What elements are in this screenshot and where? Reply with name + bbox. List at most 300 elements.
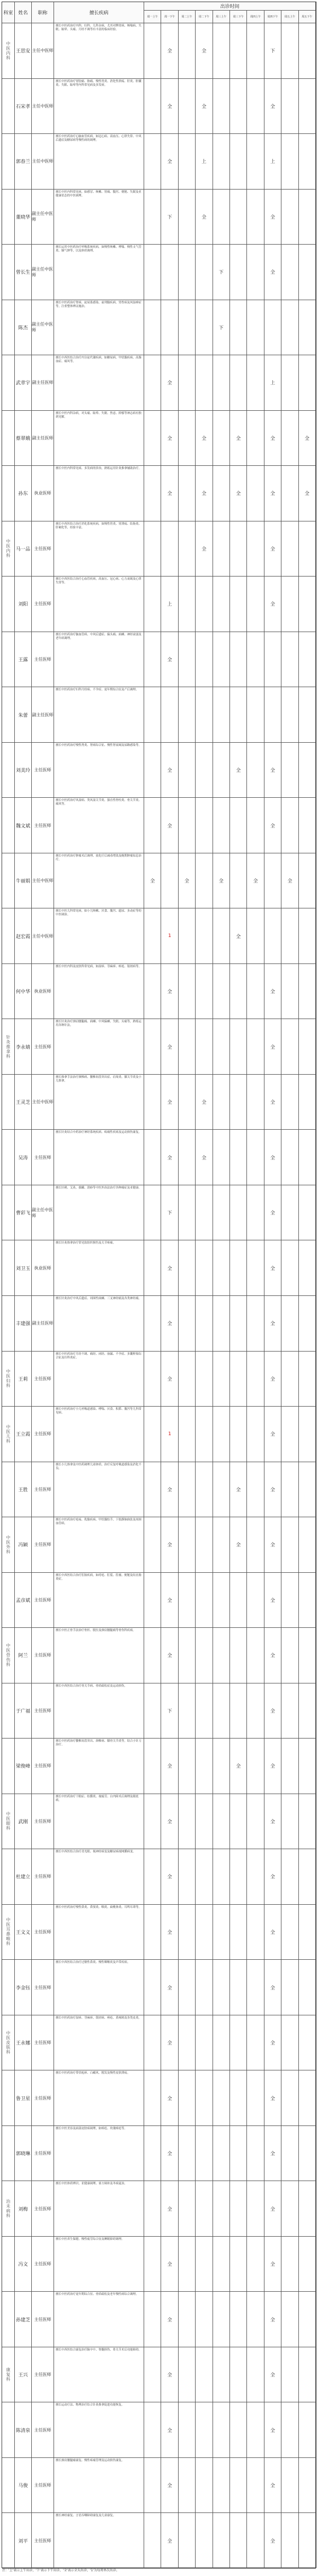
doctor-name: 王胜 bbox=[15, 1462, 32, 1518]
schedule-mark bbox=[281, 355, 298, 411]
schedule-mark bbox=[179, 1075, 196, 1130]
doctor-title: 主任中医师 bbox=[32, 79, 54, 134]
schedule-mark bbox=[196, 2458, 213, 2514]
doctor-title: 主任医师 bbox=[32, 743, 54, 798]
schedule-mark: 全 bbox=[264, 79, 281, 134]
schedule-mark bbox=[281, 632, 298, 688]
schedule-mark bbox=[281, 245, 298, 300]
schedule-mark bbox=[213, 355, 230, 411]
schedule-mark: 全 bbox=[264, 466, 281, 521]
schedule-mark bbox=[247, 964, 264, 1020]
schedule-mark bbox=[213, 1517, 230, 1573]
doctor-specialty: 擅长运用中医药治疗呼吸系统疾病，如慢性咳嗽、哮喘、慢性支气管炎、肺气肿等，以及体质调理。 bbox=[54, 245, 144, 300]
schedule-mark: 全 bbox=[264, 2015, 281, 2071]
schedule-mark bbox=[247, 300, 264, 356]
doctor-name: 鲁卫星 bbox=[15, 2070, 32, 2126]
doctor-title: 主任医师 bbox=[32, 1407, 54, 1462]
header-spec: 擅长疾病 bbox=[54, 2, 144, 23]
doctor-name: 吴涛 bbox=[15, 1130, 32, 1185]
doctor-title: 主任医师 bbox=[32, 1019, 54, 1075]
schedule-mark: 全 bbox=[161, 2181, 178, 2237]
schedule-mark bbox=[179, 577, 196, 632]
schedule-mark bbox=[213, 1683, 230, 1739]
schedule-mark bbox=[144, 1352, 161, 1407]
schedule-mark bbox=[281, 1739, 298, 1794]
schedule-mark: 全 bbox=[264, 411, 281, 466]
schedule-mark bbox=[230, 190, 247, 245]
schedule-mark bbox=[213, 23, 230, 79]
schedule-mark: 全 bbox=[247, 853, 264, 909]
doctor-title: 执业医师 bbox=[32, 466, 54, 521]
schedule-mark bbox=[179, 1019, 196, 1075]
schedule-mark: 全 bbox=[264, 1130, 281, 1185]
doctor-title: 主任医师 bbox=[32, 2402, 54, 2458]
schedule-mark bbox=[230, 245, 247, 300]
schedule-mark bbox=[299, 2015, 316, 2071]
schedule-mark bbox=[281, 1849, 298, 1905]
schedule-mark bbox=[281, 1075, 298, 1130]
schedule-mark bbox=[179, 1628, 196, 1683]
schedule-mark bbox=[230, 2181, 247, 2237]
schedule-mark bbox=[281, 798, 298, 853]
schedule-mark bbox=[196, 355, 213, 411]
schedule-mark: 下 bbox=[161, 1683, 178, 1739]
schedule-mark bbox=[161, 853, 178, 909]
schedule-mark bbox=[281, 908, 298, 964]
schedule-mark: 全 bbox=[196, 79, 213, 134]
schedule-mark bbox=[179, 2237, 196, 2292]
doctor-name: 陈清泉 bbox=[15, 2402, 32, 2458]
schedule-mark: 全 bbox=[264, 2347, 281, 2403]
schedule-mark bbox=[247, 798, 264, 853]
schedule-mark: 全 bbox=[264, 245, 281, 300]
schedule-mark: 全 bbox=[213, 853, 230, 909]
schedule-mark bbox=[196, 798, 213, 853]
schedule-mark bbox=[299, 2458, 316, 2514]
doctor-specialty: 擅长针灸结合中药治疗神经系统疾病、疼痛性疾病及运动损伤康复。 bbox=[54, 1130, 144, 1185]
doctor-specialty: 擅长中西医结合治疗骨关节病、骨质疏松症及运动损伤。 bbox=[54, 1683, 144, 1739]
schedule-mark bbox=[247, 1517, 264, 1573]
header-day: 周一下午 bbox=[161, 11, 178, 23]
schedule-mark bbox=[281, 1185, 298, 1241]
schedule-mark bbox=[179, 743, 196, 798]
schedule-mark bbox=[281, 1628, 298, 1683]
schedule-mark: 全 bbox=[196, 1130, 213, 1185]
schedule-mark bbox=[179, 1960, 196, 2015]
doctor-name: 王永娜 bbox=[15, 2015, 32, 2071]
schedule-mark bbox=[161, 245, 178, 300]
dept-cell: 中医妇科 bbox=[2, 1352, 15, 1407]
schedule-mark bbox=[144, 245, 161, 300]
schedule-mark bbox=[213, 2347, 230, 2403]
schedule-mark bbox=[144, 300, 161, 356]
schedule-mark bbox=[179, 134, 196, 190]
schedule-mark bbox=[264, 632, 281, 688]
schedule-mark: 全 bbox=[264, 1849, 281, 1905]
schedule-mark bbox=[196, 1185, 213, 1241]
doctor-name: 孟彦斌 bbox=[15, 1573, 32, 1628]
dept-cell bbox=[2, 964, 15, 1020]
schedule-mark bbox=[299, 1185, 316, 1241]
doctor-title: 主任医师 bbox=[32, 2237, 54, 2292]
schedule-mark bbox=[213, 1240, 230, 1296]
schedule-mark: 全 bbox=[264, 1240, 281, 1296]
doctor-title: 副主任医师 bbox=[32, 687, 54, 743]
schedule-mark bbox=[281, 1960, 298, 2015]
doctor-name: 丰建强 bbox=[15, 1296, 32, 1352]
schedule-mark bbox=[247, 245, 264, 300]
doctor-specialty: 擅长中医药治疗干眼症、结膜炎、视疲劳、白内障术后调理及眼底病。 bbox=[54, 1794, 144, 1850]
doctor-specialty: 擅长中医药治疗小儿呼吸道感染、哮喘、厌食、积滞、腹泻等儿科常见病。 bbox=[54, 1407, 144, 1462]
doctor-title: 主任医师 bbox=[32, 2070, 54, 2126]
dept-cell bbox=[2, 1573, 15, 1628]
header-day: 周五下午 bbox=[299, 11, 316, 23]
schedule-mark bbox=[281, 466, 298, 521]
doctor-specialty: 擅长中医药治疗心脑血管疾病，如冠心病、高血压、心律失常、中风后遗症及糖尿病等慢性病的调理。 bbox=[54, 134, 144, 190]
schedule-mark bbox=[179, 245, 196, 300]
schedule-mark bbox=[144, 79, 161, 134]
schedule-mark bbox=[299, 2402, 316, 2458]
schedule-mark bbox=[299, 23, 316, 79]
dept-cell: 中医耳鼻喉科 bbox=[2, 1905, 15, 1960]
schedule-mark bbox=[196, 300, 213, 356]
dept-cell: 针灸推拿科 bbox=[2, 1019, 15, 1075]
dept-cell: 中医内科 bbox=[2, 521, 15, 577]
dept-cell bbox=[2, 2070, 15, 2126]
schedule-mark bbox=[213, 134, 230, 190]
schedule-mark bbox=[196, 1296, 213, 1352]
schedule-mark bbox=[299, 1573, 316, 1628]
schedule-mark bbox=[179, 2347, 196, 2403]
schedule-mark bbox=[230, 300, 247, 356]
schedule-mark bbox=[179, 79, 196, 134]
schedule-mark bbox=[144, 2402, 161, 2458]
schedule-mark: 全 bbox=[196, 23, 213, 79]
schedule-mark bbox=[281, 2292, 298, 2347]
schedule-mark bbox=[144, 1628, 161, 1683]
schedule-mark: 1 bbox=[161, 908, 178, 964]
schedule-mark bbox=[230, 1019, 247, 1075]
doctor-specialty: 擅长针刺、艾灸、拔罐、刮痧等中医外治法治疗各种痛症及亚健康。 bbox=[54, 1185, 144, 1241]
doctor-name: 杜建立 bbox=[15, 1849, 32, 1905]
schedule-mark bbox=[281, 23, 298, 79]
doctor-title: 副主任医师 bbox=[32, 411, 54, 466]
doctor-name: 刘卫玉 bbox=[15, 1240, 32, 1296]
schedule-mark bbox=[247, 1352, 264, 1407]
schedule-mark bbox=[144, 1075, 161, 1130]
schedule-mark bbox=[196, 743, 213, 798]
schedule-mark bbox=[247, 2347, 264, 2403]
schedule-mark bbox=[247, 2070, 264, 2126]
schedule-mark: 全 bbox=[161, 79, 178, 134]
dept-cell bbox=[2, 466, 15, 521]
schedule-mark bbox=[213, 1960, 230, 2015]
doctor-specialty: 擅长中医内科杂病，对头痛、眩晕、失眠、焦虑、抑郁等神志病有独到见解。 bbox=[54, 411, 144, 466]
doctor-specialty: 擅长中医药治疗内科、妇科、儿科杂病，尤其对脾胃病、咳喘病、失眠、眩晕、头痛、月经不调等有丰富的临床经验。 bbox=[54, 23, 144, 79]
schedule-mark: 全 bbox=[161, 2347, 178, 2403]
dept-cell bbox=[2, 355, 15, 411]
header-dept: 科室 bbox=[2, 2, 15, 23]
doctor-specialty: 擅长中医药治疗慢性肾炎、肾病综合征、慢性肾衰竭及尿路感染等。 bbox=[54, 743, 144, 798]
schedule-mark bbox=[299, 1352, 316, 1407]
schedule-mark: 全 bbox=[161, 1849, 178, 1905]
schedule-mark: 上 bbox=[264, 134, 281, 190]
schedule-mark bbox=[281, 1683, 298, 1739]
schedule-mark: 全 bbox=[264, 1185, 281, 1241]
dept-cell bbox=[2, 245, 15, 300]
schedule-mark: 全 bbox=[281, 853, 298, 909]
schedule-mark bbox=[213, 1794, 230, 1850]
schedule-mark bbox=[144, 798, 161, 853]
schedule-mark: 全 bbox=[161, 411, 178, 466]
schedule-mark bbox=[230, 79, 247, 134]
doctor-specialty: 擅长中医药治疗慢性鼻炎、鼻窦炎、咽炎、扁桃体炎、耳鸣耳聋等。 bbox=[54, 1905, 144, 1960]
schedule-mark bbox=[179, 1517, 196, 1573]
schedule-mark bbox=[213, 2292, 230, 2347]
schedule-mark bbox=[179, 411, 196, 466]
doctor-name: 王灵芝 bbox=[15, 1075, 32, 1130]
schedule-mark bbox=[230, 1352, 247, 1407]
dept-cell bbox=[2, 1683, 15, 1739]
schedule-mark: 全 bbox=[161, 23, 178, 79]
doctor-title: 主任医师 bbox=[32, 2292, 54, 2347]
schedule-mark: 全 bbox=[161, 743, 178, 798]
doctor-specialty: 擅长中西医结合治疗消化系统疾病，如慢性胃炎、胃溃疡、结肠炎、肝硬化等，经验丰富。 bbox=[54, 521, 144, 577]
doctor-name: 冯颖 bbox=[15, 1517, 32, 1573]
schedule-mark bbox=[281, 2347, 298, 2403]
schedule-mark bbox=[247, 521, 264, 577]
schedule-mark bbox=[144, 577, 161, 632]
schedule-mark bbox=[213, 1739, 230, 1794]
schedule-mark bbox=[230, 1240, 247, 1296]
schedule-mark bbox=[196, 1628, 213, 1683]
schedule-mark bbox=[299, 1739, 316, 1794]
schedule-mark bbox=[247, 1960, 264, 2015]
doctor-name: 王文义 bbox=[15, 1905, 32, 1960]
schedule-mark bbox=[299, 2347, 316, 2403]
schedule-mark bbox=[247, 79, 264, 134]
schedule-mark: 全 bbox=[161, 1240, 178, 1296]
schedule-mark bbox=[247, 2181, 264, 2237]
doctor-specialty: 擅长中医药治疗肾病、泌尿系感染、前列腺疾病、男性病及风湿痹症等，注重整体辨证施治。 bbox=[54, 300, 144, 356]
schedule-mark bbox=[230, 798, 247, 853]
schedule-mark: 全 bbox=[161, 1517, 178, 1573]
schedule-mark bbox=[179, 1739, 196, 1794]
header-day: 周二上午 bbox=[179, 11, 196, 23]
schedule-mark bbox=[213, 1296, 230, 1352]
schedule-mark bbox=[299, 798, 316, 853]
header-title: 职称 bbox=[32, 2, 54, 23]
schedule-mark: 全 bbox=[264, 1517, 281, 1573]
schedule-mark bbox=[230, 2458, 247, 2514]
doctor-specialty: 擅长小儿推拿及中医药调理儿童体质，治疗反复呼吸道感染及消化不良。 bbox=[54, 1462, 144, 1518]
doctor-title: 主任医师 bbox=[32, 2513, 54, 2569]
schedule-mark bbox=[281, 1019, 298, 1075]
doctor-title: 主任医师 bbox=[32, 2458, 54, 2514]
schedule-mark bbox=[230, 2292, 247, 2347]
schedule-mark bbox=[213, 190, 230, 245]
schedule-mark: 全 bbox=[264, 798, 281, 853]
doctor-specialty: 擅长中医药治疗肿瘤术后调理、放化疗后减毒增效及晚期肿瘤姑息治疗。 bbox=[54, 853, 144, 909]
schedule-mark bbox=[179, 521, 196, 577]
doctor-name: 于广福 bbox=[15, 1683, 32, 1739]
schedule-mark bbox=[230, 1628, 247, 1683]
schedule-mark bbox=[213, 1352, 230, 1407]
header-day: 周四上午 bbox=[247, 11, 264, 23]
doctor-specialty: 擅长中医药治疗湿疹、荨麻疹、银屑病、痤疮、黄褐斑及各类皮炎。 bbox=[54, 2015, 144, 2071]
doctor-name: 武章宇 bbox=[15, 355, 32, 411]
schedule-mark bbox=[213, 466, 230, 521]
dept-cell bbox=[2, 2126, 15, 2182]
dept-cell bbox=[2, 632, 15, 688]
schedule-mark bbox=[196, 1019, 213, 1075]
schedule-mark: 下 bbox=[161, 1185, 178, 1241]
doctor-title: 主任医师 bbox=[32, 2015, 54, 2071]
dept-cell bbox=[2, 1130, 15, 1185]
doctor-specialty: 擅长中医药治疗脑血管病、中风后遗症、偏头痛、面瘫、神经衰弱及老年病调理。 bbox=[54, 632, 144, 688]
schedule-mark: 全 bbox=[161, 2015, 178, 2071]
schedule-mark: 全 bbox=[161, 2126, 178, 2182]
schedule-mark bbox=[144, 1462, 161, 1518]
schedule-mark bbox=[281, 1240, 298, 1296]
schedule-mark bbox=[281, 1794, 298, 1850]
doctor-title: 主任医师 bbox=[32, 577, 54, 632]
schedule-mark: 全 bbox=[264, 2292, 281, 2347]
schedule-mark bbox=[230, 2126, 247, 2182]
doctor-title: 主任医师 bbox=[32, 1960, 54, 2015]
schedule-mark: 全 bbox=[299, 411, 316, 466]
schedule-mark: 全 bbox=[230, 908, 247, 964]
doctor-title: 主任中医师 bbox=[32, 1075, 54, 1130]
doctor-name: 蔡翠娥 bbox=[15, 411, 32, 466]
schedule-mark bbox=[281, 2126, 298, 2182]
schedule-mark bbox=[247, 1019, 264, 1075]
schedule-mark: 全 bbox=[161, 964, 178, 1020]
doctor-name: 郭晓琳 bbox=[15, 2126, 32, 2182]
schedule-mark bbox=[144, 687, 161, 743]
schedule-mark bbox=[144, 1185, 161, 1241]
schedule-mark: 全 bbox=[264, 1462, 281, 1518]
schedule-mark bbox=[179, 2181, 196, 2237]
schedule-mark bbox=[281, 134, 298, 190]
schedule-mark: 全 bbox=[264, 2181, 281, 2237]
schedule-mark bbox=[247, 2126, 264, 2182]
dept-cell: 中医骨伤科 bbox=[2, 1628, 15, 1683]
doctor-specialty: 擅长中医药治疗月经不调、痛经、闭经、崩漏、不孕症、多囊卵巢综合征及妇科炎症。 bbox=[54, 1352, 144, 1407]
doctor-name: 朱蕾 bbox=[15, 687, 32, 743]
schedule-mark bbox=[230, 521, 247, 577]
schedule-mark: 全 bbox=[161, 1352, 178, 1407]
schedule-mark bbox=[179, 2292, 196, 2347]
doctor-title: 主任中医师 bbox=[32, 23, 54, 79]
schedule-mark bbox=[230, 632, 247, 688]
schedule-mark bbox=[196, 577, 213, 632]
schedule-mark: 全 bbox=[161, 1075, 178, 1130]
doctor-specialty: 擅长中医内科常见病，如感冒、咳嗽、胃痛、腹泻、便秘、失眠及亚健康状态的中医调理。 bbox=[54, 190, 144, 245]
schedule-mark bbox=[299, 2181, 316, 2237]
schedule-mark bbox=[213, 521, 230, 577]
schedule-mark bbox=[179, 2402, 196, 2458]
schedule-mark bbox=[144, 964, 161, 1020]
header-day: 周二下午 bbox=[196, 11, 213, 23]
schedule-mark: 全 bbox=[161, 2070, 178, 2126]
dept-cell bbox=[2, 1462, 15, 1518]
schedule-mark: 全 bbox=[264, 1683, 281, 1739]
schedule-mark: 全 bbox=[161, 1130, 178, 1185]
schedule-mark bbox=[144, 1960, 161, 2015]
schedule-mark bbox=[299, 1517, 316, 1573]
dept-cell bbox=[2, 1739, 15, 1794]
schedule-mark bbox=[144, 1130, 161, 1185]
doctor-specialty: 擅长针灸推拿治疗常见软组织损伤及关节疼痛。 bbox=[54, 1240, 144, 1296]
schedule-mark bbox=[247, 743, 264, 798]
schedule-mark bbox=[299, 1075, 316, 1130]
schedule-mark bbox=[196, 1240, 213, 1296]
schedule-mark bbox=[179, 1794, 196, 1850]
doctor-name: 曾长生 bbox=[15, 245, 32, 300]
schedule-mark bbox=[299, 743, 316, 798]
doctor-specialty: 擅长中医药治疗疮疡、乳腺疾病、甲状腺结节、下肢静脉曲张及周围血管病。 bbox=[54, 1517, 144, 1573]
schedule-mark: 全 bbox=[161, 2458, 178, 2514]
schedule-mark bbox=[144, 466, 161, 521]
doctor-title: 主任医师 bbox=[32, 1462, 54, 1518]
doctor-name: 曹彩飞 bbox=[15, 1185, 32, 1241]
dept-cell bbox=[2, 2237, 15, 2292]
schedule-mark bbox=[213, 743, 230, 798]
schedule-mark bbox=[144, 1019, 161, 1075]
schedule-mark: 全 bbox=[264, 2126, 281, 2182]
dept-cell: 治未病科 bbox=[2, 2181, 15, 2237]
schedule-mark: 全 bbox=[264, 1407, 281, 1462]
schedule-mark bbox=[281, 2458, 298, 2514]
schedule-mark bbox=[281, 687, 298, 743]
doctor-name: 王立霞 bbox=[15, 1407, 32, 1462]
schedule-mark bbox=[247, 411, 264, 466]
doctor-title: 主任医师 bbox=[32, 1905, 54, 1960]
schedule-mark bbox=[247, 1794, 264, 1850]
doctor-specialty: 擅长中西医结合康复治疗脑卒中、脊髓损伤、骨关节术后功能障碍。 bbox=[54, 2347, 144, 2403]
doctor-name: 刘平 bbox=[15, 2513, 32, 2569]
doctor-specialty: 擅长神经康复、言语吞咽障碍康复及儿童康复。 bbox=[54, 2513, 144, 2569]
doctor-name: 董晓华 bbox=[15, 190, 32, 245]
schedule-mark bbox=[299, 964, 316, 1020]
schedule-mark bbox=[247, 23, 264, 79]
schedule-mark bbox=[230, 1296, 247, 1352]
doctor-specialty: 擅长颈肩腰腿痛康复、慢性疼痛管理及运动损伤康复。 bbox=[54, 2458, 144, 2514]
schedule-mark bbox=[213, 1185, 230, 1241]
schedule-mark: 全 bbox=[196, 190, 213, 245]
schedule-mark bbox=[230, 1683, 247, 1739]
doctor-title: 主任医师 bbox=[32, 521, 54, 577]
schedule-mark bbox=[230, 2015, 247, 2071]
doctor-specialty: 擅长中医内科常见病、多发病的诊治，熟练运用针灸推拿辅助治疗。 bbox=[54, 466, 144, 521]
schedule-mark bbox=[281, 2513, 298, 2569]
schedule-mark bbox=[281, 743, 298, 798]
schedule-mark: 全 bbox=[161, 1960, 178, 2015]
schedule-mark bbox=[299, 2292, 316, 2347]
schedule-mark bbox=[247, 1296, 264, 1352]
dept-cell bbox=[2, 577, 15, 632]
schedule-mark bbox=[230, 577, 247, 632]
dept-cell bbox=[2, 798, 15, 853]
dept-cell bbox=[2, 411, 15, 466]
schedule-mark bbox=[213, 1628, 230, 1683]
doctor-name: 马俊 bbox=[15, 2458, 32, 2514]
schedule-mark bbox=[144, 2347, 161, 2403]
schedule-mark bbox=[281, 2402, 298, 2458]
doctor-title: 主任医师 bbox=[32, 1628, 54, 1683]
doctor-name: 梁俊峰 bbox=[15, 1739, 32, 1794]
